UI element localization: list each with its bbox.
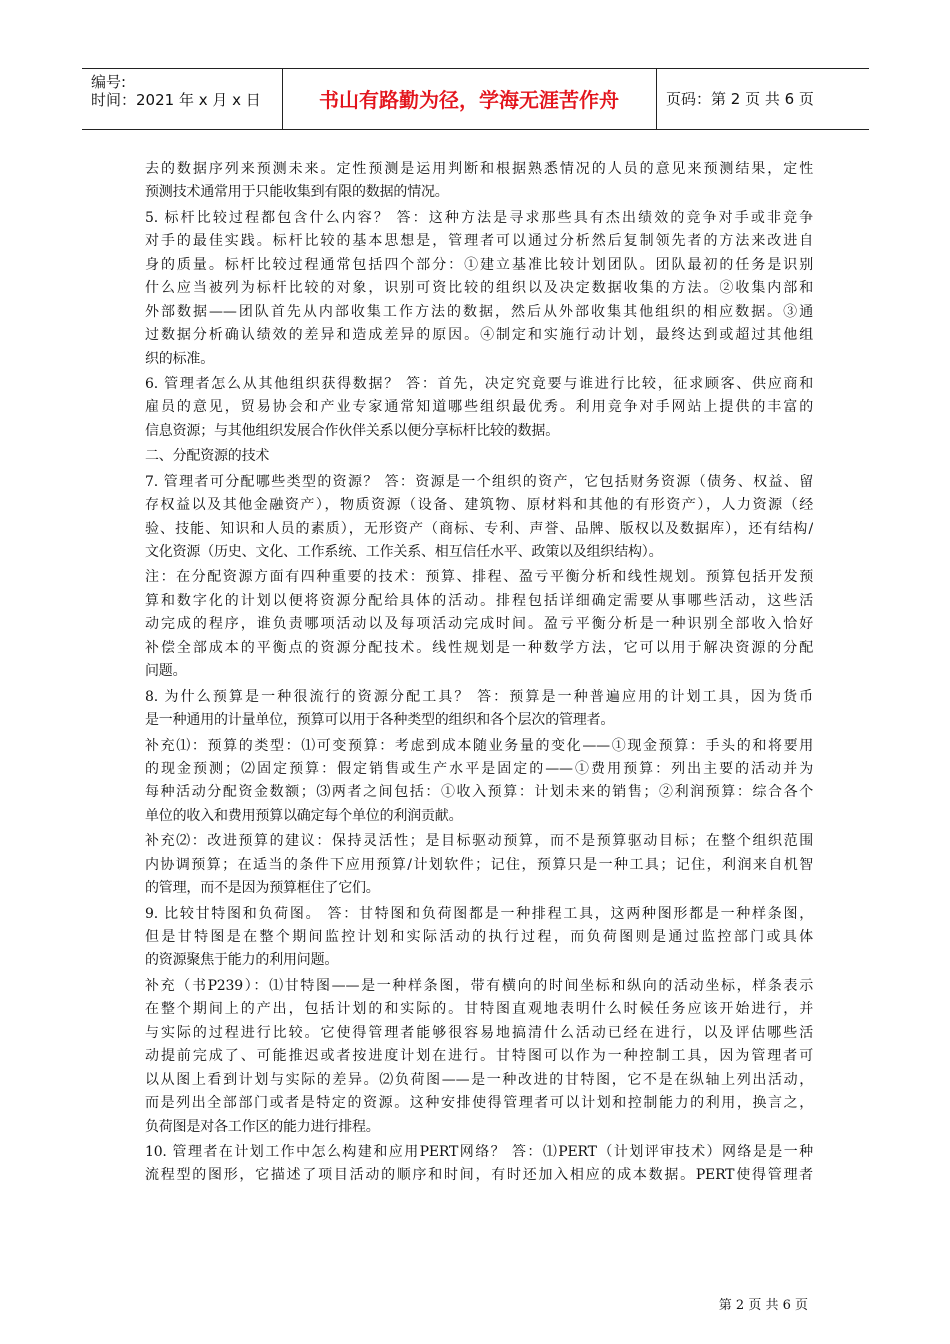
body-line: 身的质量。标杆比较过程通常包括四个部分：①建立基准比较计划团队。团队最初的任务是识别 bbox=[145, 256, 813, 273]
body-line: 10. 管理者在计划工作中怎么构建和应用PERT网络？ 答：⑴PERT（计划评审技术）网络是是一种 bbox=[145, 1143, 813, 1160]
document-number-label: 编号: bbox=[91, 73, 127, 91]
header-info-cell bbox=[82, 69, 283, 129]
body-line: 信息资源；与其他组织发展合作伙伴关系以便分享标杆比较的数据。 bbox=[145, 422, 559, 439]
body-line: 外部数据——团队首先从内部收集工作方法的数据，然后从外部收集其他组织的相应数据。③通 bbox=[145, 303, 813, 320]
body-line: 去的数据序列来预测未来。定性预测是运用判断和根据熟悉情况的人员的意见来预测结果，定性 bbox=[145, 161, 813, 177]
body-line: 补充⑴：预算的类型：⑴可变预算：考虑到成本随业务量的变化——①现金预算：手头的和将要用 bbox=[145, 737, 813, 754]
document-body bbox=[145, 158, 813, 1188]
body-line: 雇员的意见，贸易协会和产业专家通常知道哪些组织最优秀。利用竞争对手网站上提供的丰富的 bbox=[145, 399, 813, 416]
body-line: 文化资源（历史、文化、工作系统、工作关系、相互信任水平、政策以及组织结构）。 bbox=[145, 544, 663, 560]
body-line: 每种活动分配资金数额；⑶两者之间包括：①收入预算：计划未来的销售；②利润预算：综合各个 bbox=[145, 784, 813, 801]
body-line: 补充（书P239）：⑴甘特图——是一种样条图，带有横向的时间坐标和纵向的活动坐标，样条表示 bbox=[145, 977, 813, 994]
body-line: 单位的收入和费用预算以确定每个单位的利润贡献。 bbox=[145, 807, 463, 824]
body-line: 验、技能、知识和人员的素质），无形资产（商标、专利、声誉、品牌、版权以及数据库），还有结构/ bbox=[145, 520, 813, 537]
body-line: 内协调预算；在适当的条件下应用预算/计划软件；记住，预算只是一种工具；记住，利润来自机智 bbox=[145, 856, 813, 873]
body-line: 什么应当被列为标杆比较的对象，识别可资比较的组织以及决定数据收集的方法。②收集内部和 bbox=[145, 280, 813, 297]
body-line: 以从图上看到计划与实际的差异。⑵负荷图——是一种改进的甘特图，它不是在纵轴上列出活动， bbox=[145, 1071, 813, 1088]
body-line: 与实际的过程进行比较。它使得管理者能够很容易地搞清什么活动已经在进行，以及评估哪些活 bbox=[145, 1024, 813, 1041]
body-line: 7. 管理者可分配哪些类型的资源？ 答：资源是一个组织的资产，它包括财务资源（债务、权益、留 bbox=[145, 473, 813, 490]
body-line: 6. 管理者怎么从其他组织获得数据？ 答：首先，决定究竟要与谁进行比较，征求顾客、供应商和 bbox=[145, 375, 813, 392]
body-line: 在整个期间上的产出，包括计划的和实际的。甘特图直观地表明什么时候任务应该开始进行，并 bbox=[145, 1001, 813, 1018]
body-line: 对手的最佳实践。标杆比较的基本思想是，管理者可以通过分析然后复制领先者的方法来改进自 bbox=[145, 233, 813, 250]
body-line: 的资源聚焦于能力的利用问题。 bbox=[145, 952, 339, 969]
body-line: 问题。 bbox=[145, 663, 187, 680]
body-line: 流程型的图形，它描述了项目活动的顺序和时间，有时还加入相应的成本数据。PERT使得管理者 bbox=[145, 1167, 813, 1184]
body-line: 8. 为什么预算是一种很流行的资源分配工具？ 答：预算是一种普遍应用的计划工具，因为货币 bbox=[145, 688, 813, 705]
body-line: 存权益以及其他金融资产），物质资源（设备、建筑物、原材料和其他的有形资产），人力资源（经 bbox=[145, 497, 813, 514]
body-line: 而是列出全部部门或者是特定的资源。这种安排使得管理者可以计划和控制能力的利用，换言之， bbox=[145, 1095, 813, 1112]
body-line: 动提前完成了、可能推迟或者按进度计划在进行。甘特图可以作为一种控制工具，因为管理者可 bbox=[145, 1048, 813, 1065]
body-line: 是一种通用的计量单位，预算可以用于各种类型的组织和各个层次的管理者。 bbox=[145, 712, 615, 729]
body-line: 织的标准。 bbox=[145, 350, 214, 367]
header-motto-cell bbox=[282, 69, 657, 129]
body-line: 补偿全部成本的平衡点的资源分配技术。线性规划是一种数学方法，它可以用于解决资源的分配 bbox=[145, 639, 813, 656]
page-header bbox=[82, 68, 869, 130]
header-page-cell bbox=[656, 69, 869, 129]
body-line: 的现金预测；⑵固定预算：假定销售或生产水平是固定的——①费用预算：列出主要的活动并为 bbox=[145, 760, 813, 777]
body-line: 二、分配资源的技术 bbox=[145, 448, 270, 465]
body-line: 负荷图是对各工作区的能力进行排程。 bbox=[145, 1118, 380, 1135]
header-page-number: 页码：第 2 页 共 6 页 bbox=[666, 90, 814, 108]
document-date-label: 时间：2021 年 x 月 x 日 bbox=[91, 91, 261, 109]
body-line: 预测技术通常用于只能收集到有限的数据的情况。 bbox=[145, 184, 449, 201]
body-line: 5. 标杆比较过程都包含什么内容？ 答：这种方法是寻求那些具有杰出绩效的竞争对手或非竞争 bbox=[145, 209, 813, 226]
body-line: 过数据分析确认绩效的差异和造成差异的原因。④制定和实施行动计划，最终达到或超过其他组 bbox=[145, 327, 813, 344]
body-line: 算和数字化的计划以便将资源分配给具体的活动。排程包括详细确定需要从事哪些活动，这些活 bbox=[145, 592, 813, 609]
body-line: 动完成的程序，谁负责哪项活动以及每项活动完成时间。盈亏平衡分析是一种识别全部收入恰好 bbox=[145, 616, 813, 633]
header-motto: 书山有路勤为径，学海无涯苦作舟 bbox=[319, 88, 619, 112]
body-line: 9. 比较甘特图和负荷图。 答：甘特图和负荷图都是一种排程工具，这两种图形都是一种样条图， bbox=[145, 905, 813, 922]
page-footer: 第 2 页 共 6 页 bbox=[718, 1298, 808, 1313]
body-line: 注：在分配资源方面有四种重要的技术：预算、排程、盈亏平衡分析和线性规划。预算包括开发预 bbox=[145, 569, 813, 586]
body-line: 但是甘特图是在整个期间监控计划和实际活动的执行过程，而负荷图则是通过监控部门或具体 bbox=[145, 929, 813, 945]
body-line: 的管理，而不是因为预算框住了它们。 bbox=[145, 880, 380, 897]
body-line: 补充⑵：改进预算的建议：保持灵活性；是目标驱动预算，而不是预算驱动目标；在整个组织范围 bbox=[145, 833, 813, 850]
